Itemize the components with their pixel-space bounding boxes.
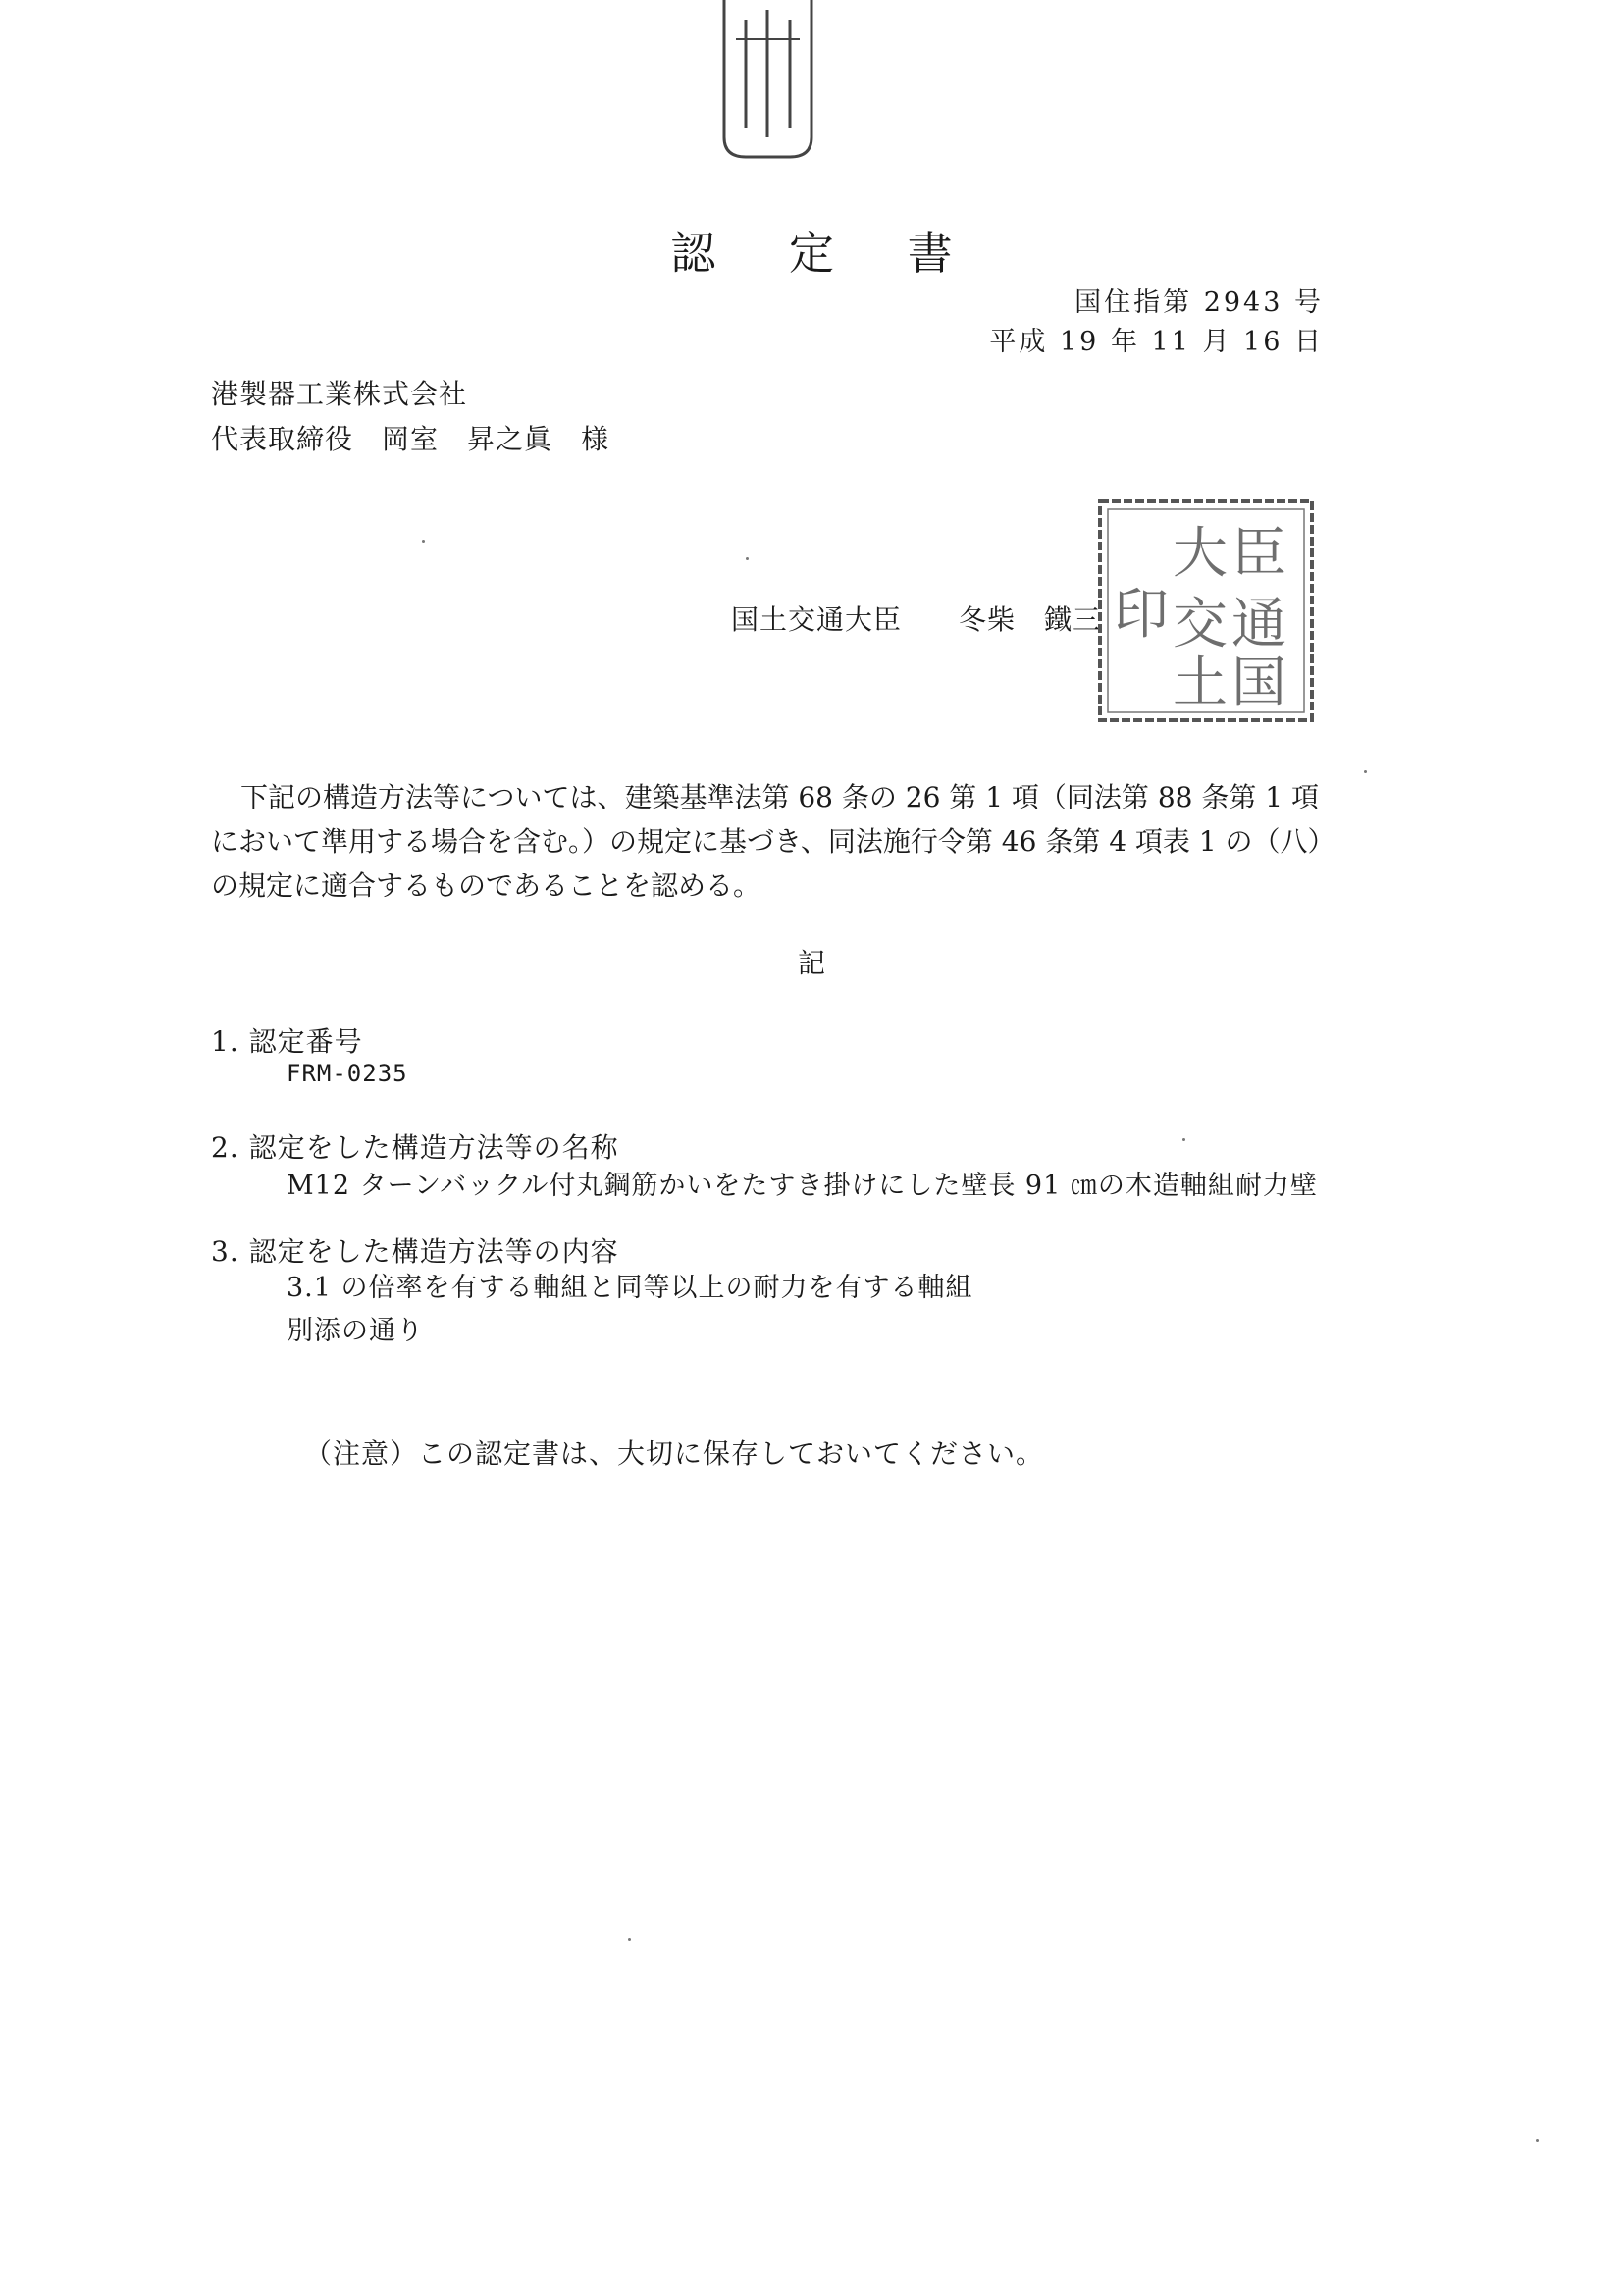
svg-text:大: 大 [1173, 522, 1228, 586]
scan-speck [628, 1938, 631, 1941]
item-1-heading: 1. 認定番号 [211, 1025, 363, 1058]
svg-text:印: 印 [1114, 583, 1169, 647]
svg-text:国: 国 [1231, 652, 1286, 715]
top-seal-mark [716, 0, 819, 162]
statement-line: において準用する場合を含む。）の規定に基づき、同法施行令第 46 条第 4 項表 1 の（八） [211, 825, 1335, 858]
statement-line: の規定に適合するものであることを認める。 [211, 869, 761, 902]
svg-text:臣: 臣 [1231, 522, 1286, 586]
svg-text:土: 土 [1173, 652, 1228, 715]
item-3-value-2: 別添の通り [287, 1316, 424, 1346]
scan-speck [1536, 2139, 1539, 2142]
item-3-value: 3.1 の倍率を有する軸組と同等以上の耐力を有する軸組 [287, 1273, 973, 1303]
recipient-company: 港製器工業株式会社 [211, 378, 468, 410]
certification-statement [211, 775, 1408, 908]
recipient-representative: 代表取締役 岡室 昇之眞 様 [211, 423, 610, 455]
official-seal-stamp [1094, 496, 1318, 726]
item-3-heading: 3. 認定をした構造方法等の内容 [211, 1235, 619, 1268]
caution-note: （注意）この認定書は、大切に保存しておいてください。 [304, 1437, 1045, 1470]
statement-line: 下記の構造方法等については、建築基準法第 68 条の 26 第 1 項（同法第 88 条第 1 項 [240, 781, 1319, 813]
document-title: 認 定 書 [670, 227, 982, 280]
svg-text:交: 交 [1173, 593, 1228, 656]
svg-text:通: 通 [1231, 593, 1286, 656]
scan-speck [422, 540, 425, 543]
scan-speck [746, 557, 749, 560]
certificate-number: 国住指第 2943 号 [1074, 287, 1324, 318]
certificate-date: 平成 19 年 11 月 16 日 [989, 327, 1324, 357]
ki-heading: 記 [797, 947, 825, 979]
item-1-value: FRM-0235 [287, 1060, 408, 1087]
scan-speck [1182, 1138, 1185, 1141]
item-2-heading: 2. 認定をした構造方法等の名称 [211, 1131, 619, 1164]
issuer-minister: 国土交通大臣 冬柴 鐵三 [731, 603, 1102, 636]
scan-speck [1364, 770, 1367, 773]
item-2-value: M12 ターンバックル付丸鋼筋かいをたすき掛けにした壁長 91 ㎝の木造軸組耐力壁 [287, 1171, 1318, 1201]
